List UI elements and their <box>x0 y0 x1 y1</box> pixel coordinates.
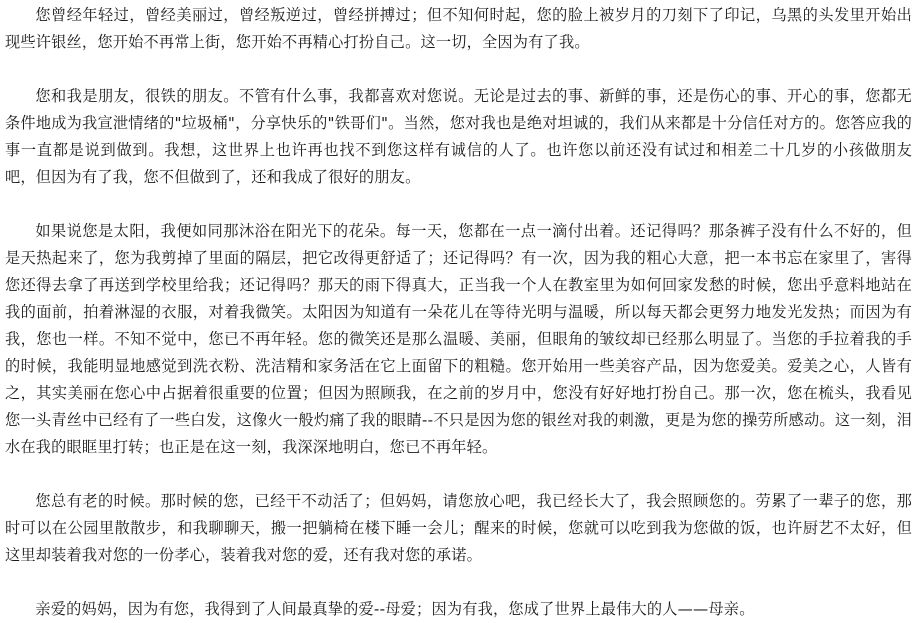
paragraph-5: 亲爱的妈妈，因为有您，我得到了人间最真挚的爱--母爱；因为有我，您成了世界上最伟大的人——母亲。 <box>35 600 755 618</box>
paragraph-2: 您和我是朋友，很铁的朋友。不管有什么事，我都喜欢对您说。无论是过去的事、新鲜的事，还是伤心的事、开心的事，您都无条件地成为我宣泄情绪的"垃圾桶"，分享快乐的"铁哥们"。当然，您对我也是绝对坦诚的，我们从来都是十分信任对方的。您答应我的事一直都是说到做到。我想，这世界上也许再也找不到您这样有诚信的人了。也许您以前还没有试过和相差二十几岁的小孩做朋友吧，但因为有了我，您不但做到了，还和我成了很好的朋友。 <box>5 87 912 186</box>
paragraph-3: 如果说您是太阳，我便如同那沐浴在阳光下的花朵。每一天，您都在一点一滴付出着。还记得吗？那条裤子没有什么不好的，但是天热起来了，您为我剪掉了里面的隔层，把它改得更舒适了；还记得吗？有一次，因为我的粗心大意，把一本书忘在家里了，害得您还得去拿了再送到学校里给我；还记得吗？那天的雨下得真大，正当我一个人在教室里为如何回家发愁的时候，您出乎意料地站在我的面前，拍着淋湿的衣服，对着我微笑。太阳因为知道有一朵花儿在等待光明与温暖，所以每天都会更努力地发光发热；而因为有我，您也一样。不知不觉中，您已不再年轻。您的微笑还是那么温暖、美丽，但眼角的皱纹却已经那么明显了。当您的手拉着我的手的时候，我能明显地感觉到洗衣粉、洗洁精和家务活在它上面留下的粗糙。您开始用一些美容产品，因为您爱美。爱美之心，人皆有之，其实美丽在您心中占据着很重要的位置；但因为照顾我，在之前的岁月中，您没有好好地打扮自己。那一次，您在梳头，我看见您一头青丝中已经有了一些白发，这像火一般灼痛了我的眼睛--不只是因为您的银丝对我的刺激，更是为您的操劳所感动。这一刻，泪水在我的眼眶里打转；也正是在这一刻，我深深地明白，您已不再年轻。 <box>5 222 912 456</box>
paragraph-1: 您曾经年轻过，曾经美丽过，曾经叛逆过，曾经拼搏过；但不知何时起，您的脸上被岁月的刀刻下了印记，乌黑的头发里开始出现些许银丝，您开始不再常上街，您开始不再精心打扮自己。这一切，全因为有了我。 <box>5 6 912 51</box>
paragraph-4: 您总有老的时候。那时候的您，已经干不动活了；但妈妈，请您放心吧，我已经长大了，我会照顾您的。劳累了一辈子的您，那时可以在公园里散散步，和我聊聊天，搬一把躺椅在楼下睡一会儿；醒来的时候，您就可以吃到我为您做的饭，也许厨艺不太好，但这里却装着我对您的一份孝心，装着我对您的爱，还有我对您的承诺。 <box>5 492 912 564</box>
